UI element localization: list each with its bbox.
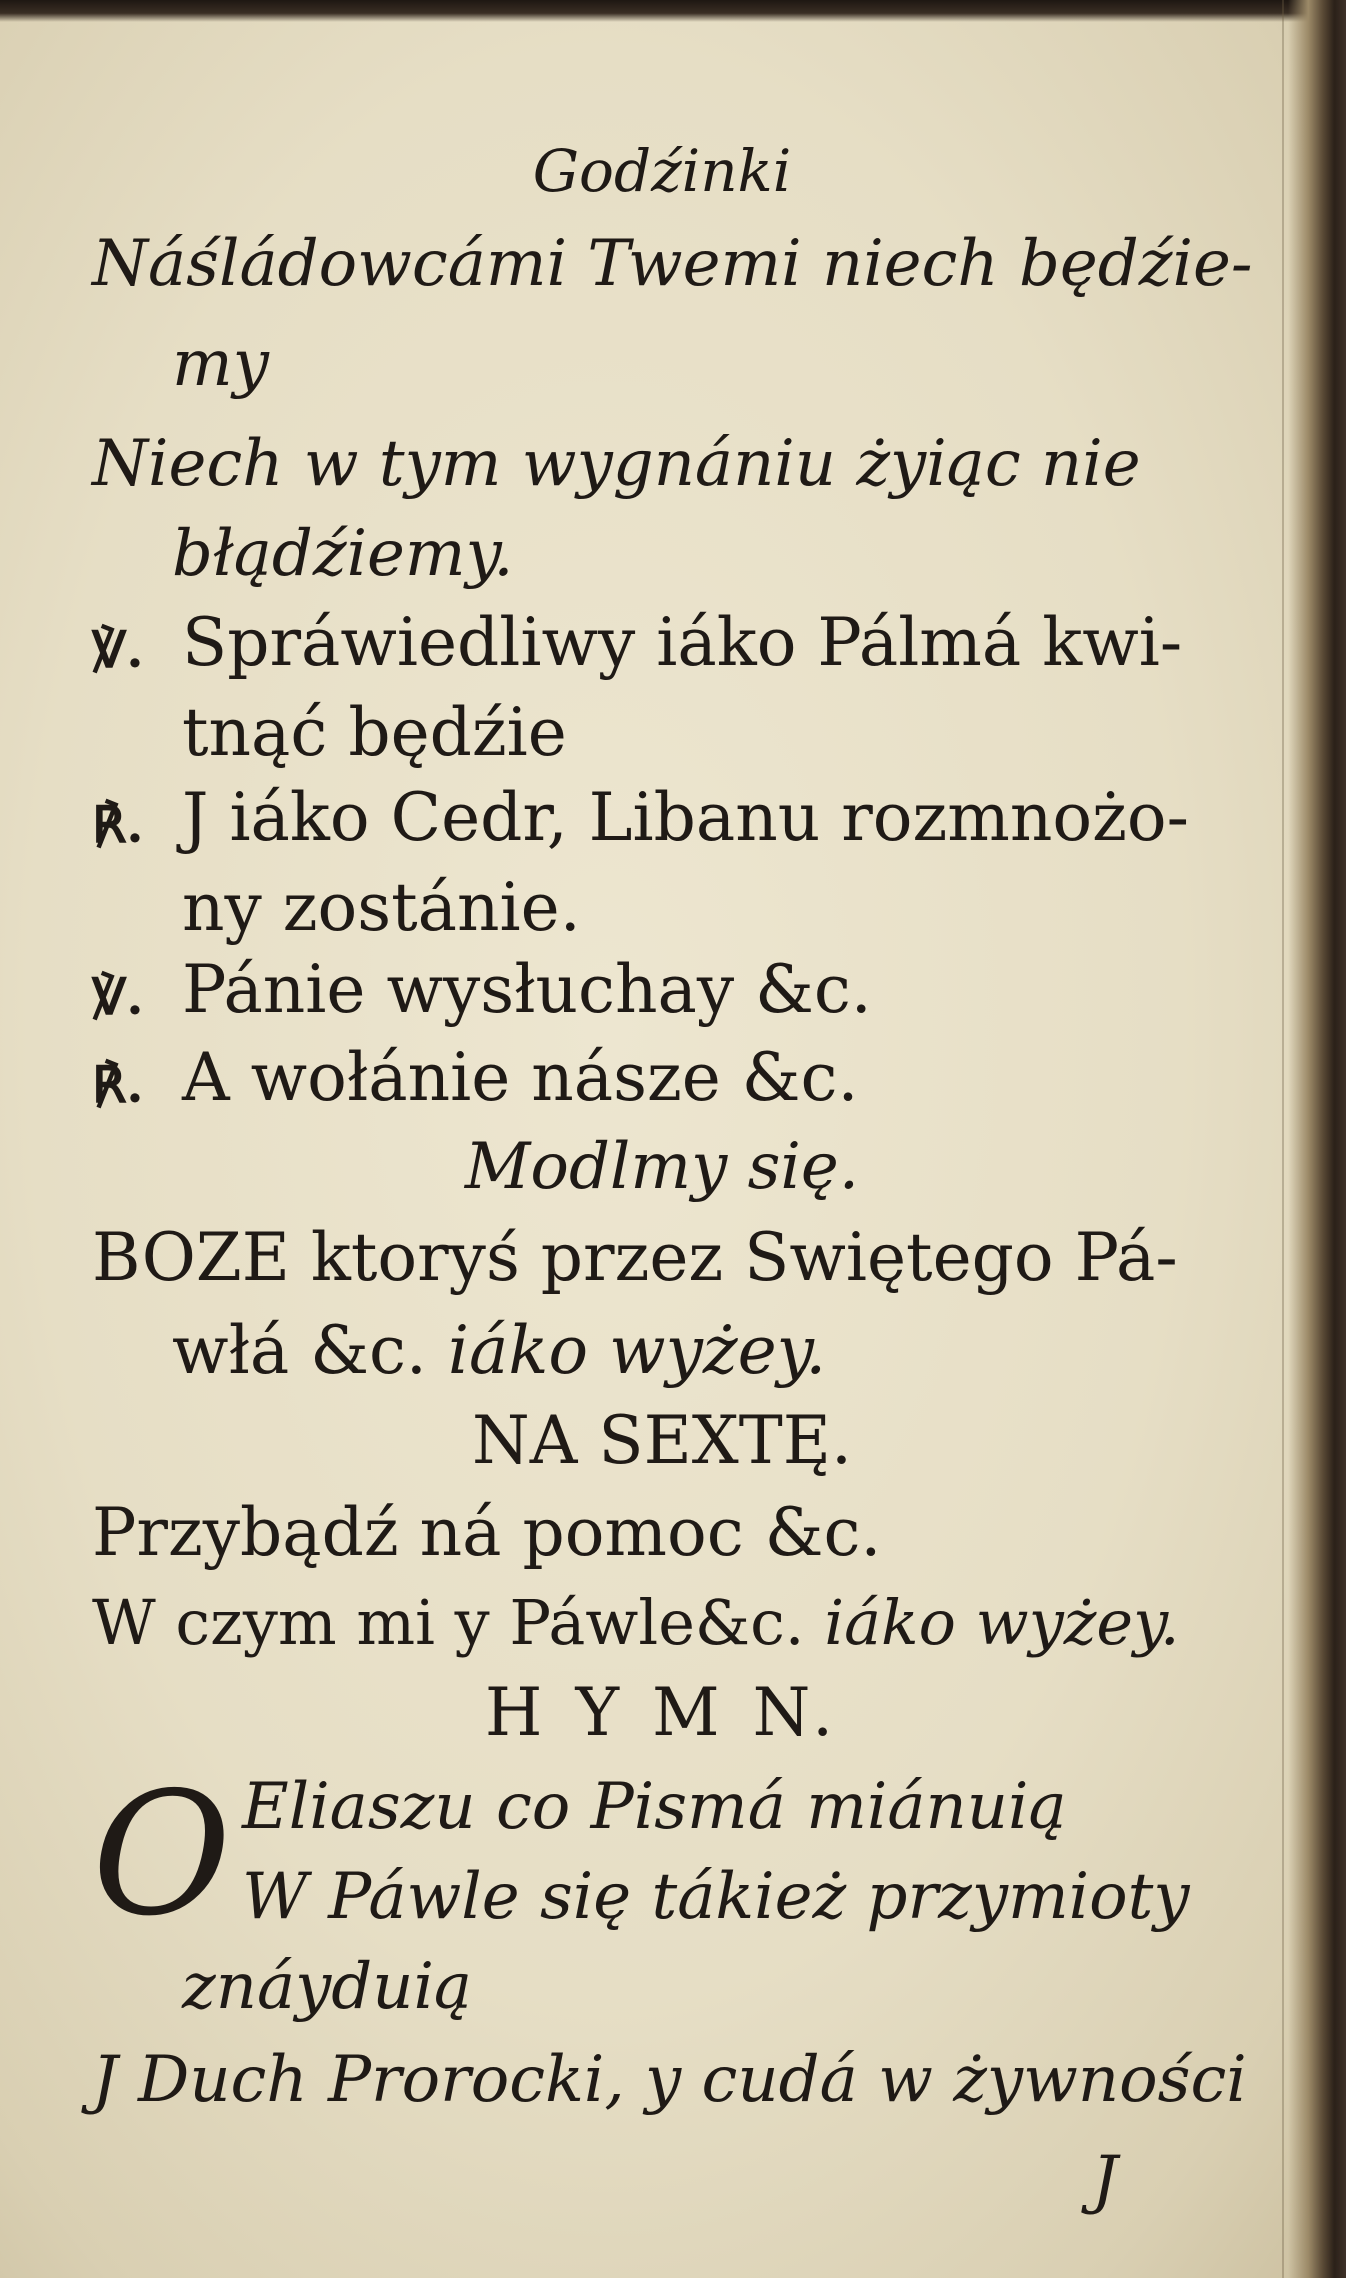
book-gutter [1288, 0, 1346, 2278]
prayer-line-2-roman: włá &c. [172, 1312, 427, 1389]
versicle-line-cont: tnąć będźie [182, 694, 567, 771]
section-line-1: Przybądź ná pomoc &c. [92, 1494, 882, 1571]
hymn-line-2-cont: znáyduią [182, 1950, 473, 2024]
hymn-line-1: Eliaszu co Pismá miánuią [242, 1770, 1067, 1844]
prayer-line-2-italic: iáko wyżey. [447, 1312, 827, 1389]
versicle-symbol: ℣. [92, 620, 144, 679]
prayer-line-1: BOZE ktoryś przez Swiętego Pá- [92, 1219, 1178, 1296]
response-symbol: ℟. [92, 795, 144, 854]
section-line-2-roman: W czym mi y Páwle&c. [92, 1586, 805, 1659]
drop-cap: O [92, 1756, 232, 1954]
response-symbol: ℟. [92, 1055, 144, 1114]
page-text [92, 0, 1253, 2278]
versicle-line: Spráwiedliwy iáko Pálmá kwi- [182, 604, 1183, 681]
section-line-2-italic: iáko wyżey. [824, 1586, 1180, 1659]
stanza-line-2: Niech w tym wygnániu żyiąc nie [92, 427, 1141, 501]
gutter-crease [1282, 0, 1284, 2278]
response-line: J iáko Cedr, Libanu rozmnożo- [182, 779, 1189, 856]
section-title: NA SEXTĘ. [472, 1402, 852, 1479]
section-line-2 [92, 1586, 1180, 1659]
stanza-line-1: Náśládowcámi Twemi niech będźie- [92, 227, 1253, 301]
response-line-cont: ny zostánie. [182, 869, 581, 946]
hymn-title: H Y M N. [484, 1674, 840, 1751]
stanza-line-2-cont: błądźiemy. [172, 517, 514, 591]
stanza-line-1-cont: my [172, 327, 269, 401]
prayer-heading: Modlmy się. [464, 1130, 860, 1204]
response-line: A wołánie násze &c. [182, 1039, 859, 1116]
running-head: Godźinki [532, 137, 792, 205]
hymn-line-2: W Páwle się tákież przymioty [242, 1860, 1190, 1934]
versicle-line: Pánie wysłuchay &c. [182, 951, 872, 1028]
catchword: J [1092, 2143, 1118, 2217]
prayer-line-2 [172, 1312, 827, 1389]
hymn-line-3: J Duch Prorocki, y cudá w żywności [92, 2043, 1247, 2117]
versicle-symbol: ℣. [92, 967, 144, 1026]
